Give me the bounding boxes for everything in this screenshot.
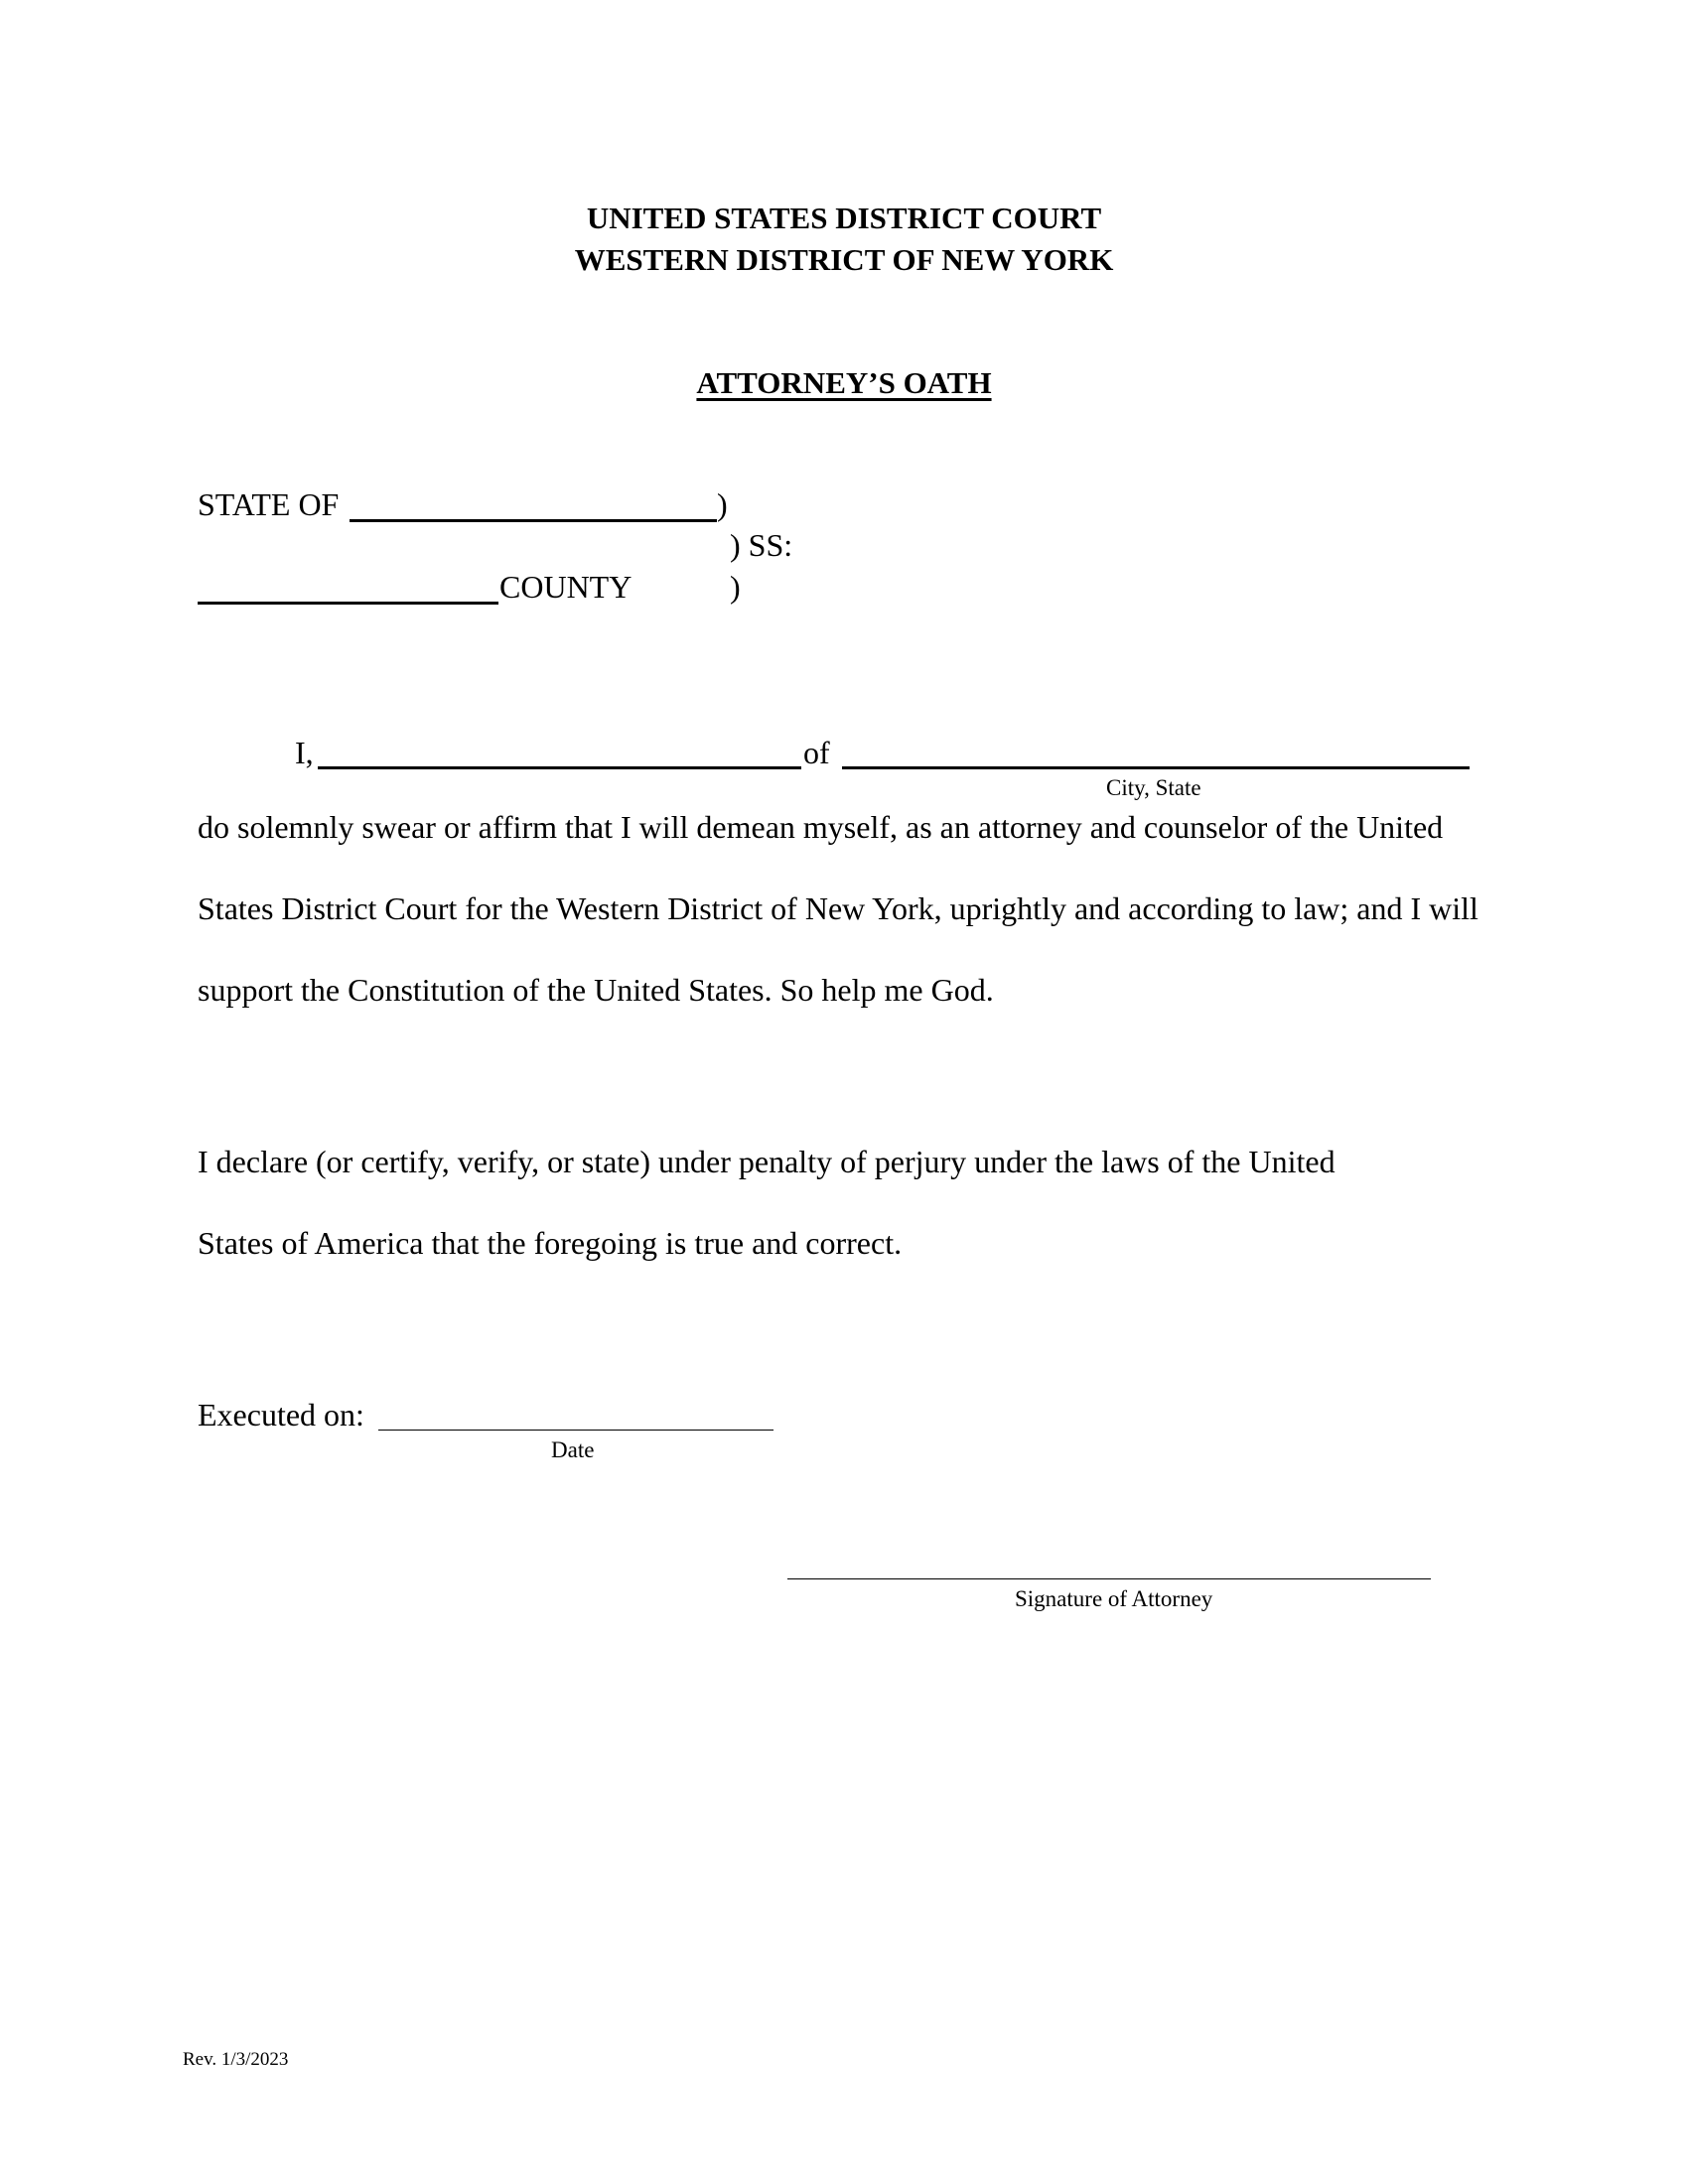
executed-label: Executed on: bbox=[198, 1397, 364, 1433]
venue-paren: ) bbox=[730, 569, 741, 605]
venue-paren: ) bbox=[717, 486, 728, 522]
county-label: COUNTY bbox=[499, 569, 633, 605]
revision-note: Rev. 1/3/2023 bbox=[183, 2049, 289, 2070]
form-title: ATTORNEY’S OATH bbox=[696, 365, 992, 400]
date-field[interactable] bbox=[378, 1430, 774, 1431]
court-name: UNITED STATES DISTRICT COURT bbox=[586, 201, 1102, 235]
state-field[interactable] bbox=[350, 519, 717, 522]
district-name: WESTERN DISTRICT OF NEW YORK bbox=[574, 242, 1114, 277]
date-caption: Date bbox=[551, 1437, 595, 1462]
city-state-caption: City, State bbox=[1106, 775, 1201, 800]
signature-field[interactable] bbox=[787, 1578, 1431, 1579]
signature-caption: Signature of Attorney bbox=[1015, 1586, 1213, 1611]
oath-line: States District Court for the Western District of New York, uprightly and according to law; and I will bbox=[198, 890, 1478, 926]
oath-line: do solemnly swear or affirm that I will demean myself, as an attorney and counselor of the United bbox=[198, 809, 1444, 845]
county-field[interactable] bbox=[198, 602, 498, 605]
state-of-label: STATE OF bbox=[198, 486, 340, 522]
attorney-name-field[interactable] bbox=[318, 766, 801, 769]
declaration-line: I declare (or certify, verify, or state) under penalty of perjury under the laws of the United bbox=[198, 1144, 1336, 1179]
city-state-field[interactable] bbox=[842, 766, 1470, 769]
of-label: of bbox=[803, 735, 830, 770]
i-label: I, bbox=[295, 735, 314, 770]
ss-label: ) SS: bbox=[730, 527, 793, 563]
oath-line: support the Constitution of the United States. So help me God. bbox=[198, 972, 994, 1008]
declaration-line: States of America that the foregoing is true and correct. bbox=[198, 1225, 903, 1261]
